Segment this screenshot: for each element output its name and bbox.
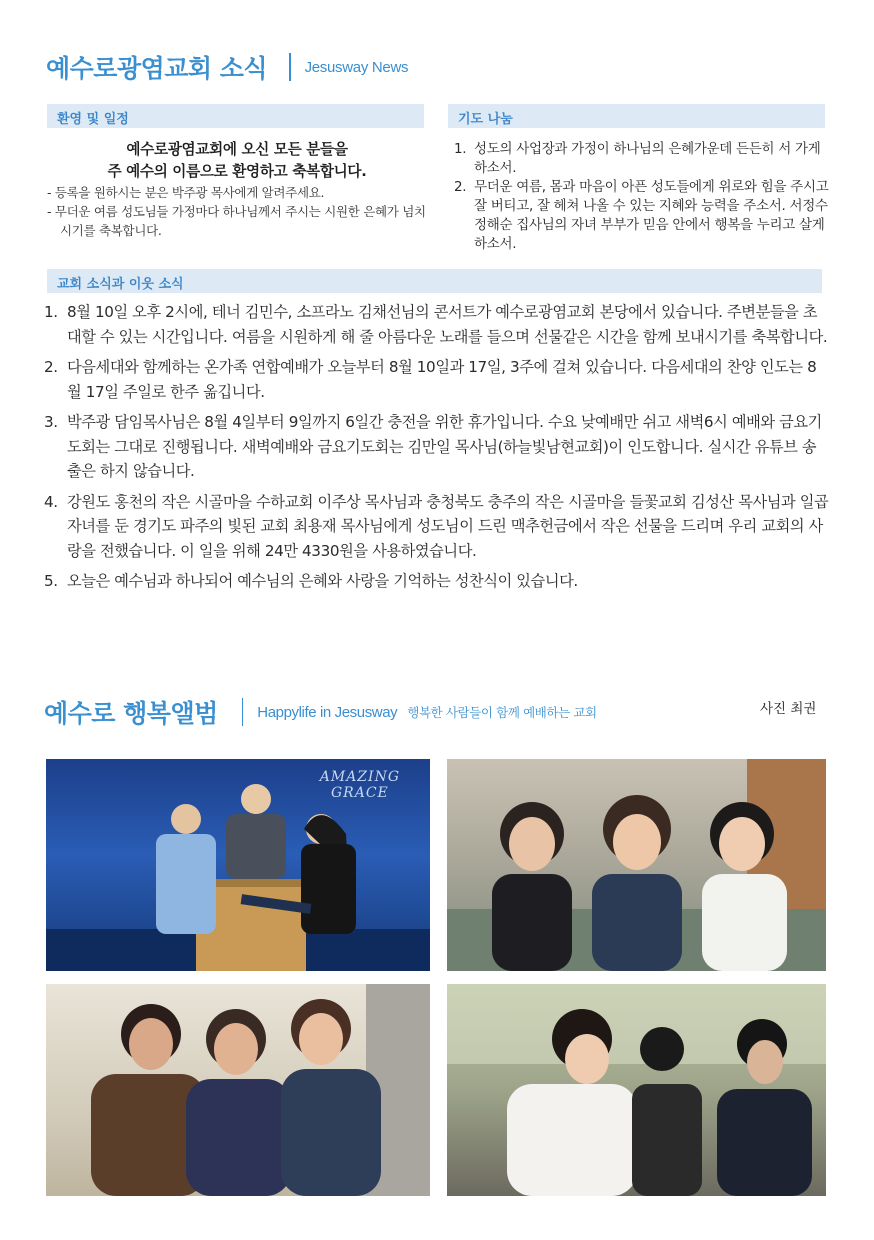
- item-text: 8월 10일 오후 2시에, 테너 김민수, 소프라노 김채선님의 콘서트가 예수로광염교회 본당에서 있습니다. 주변분들을 초대할 수 있는 시간입니다. 여름을 시원하게 해 줄 아름다운 노래를 들으며 선물같은 시간을 함께 보내시기를 축복합니다.: [67, 303, 828, 346]
- prayer-heading: 기도 나눔: [448, 104, 825, 128]
- item-number: 4.: [44, 492, 58, 511]
- welcome-headline-1: 예수로광염교회에 오신 모든 분들을: [126, 141, 348, 158]
- item-text: 성도의 사업장과 가정이 하나님의 은혜가운데 든든히 서 가게 하소서.: [474, 141, 821, 176]
- item-text: 다음세대와 함께하는 온가족 연합예배가 오늘부터 8월 10일과 17일, 3주에 걸쳐 있습니다. 다음세대의 찬양 인도는 8월 17일 주일로 한주 옮깁니다.: [67, 358, 817, 401]
- album-photo-concert-award: [46, 759, 430, 971]
- title-divider: [289, 53, 291, 81]
- album-section-title: [44, 690, 597, 734]
- list-item: [454, 140, 829, 178]
- list-item: [44, 300, 829, 349]
- backdrop-text-1: AMAZING: [319, 769, 400, 785]
- welcome-note: - 무더운 여름 성도님들 가정마다 하나님께서 주시는 시원한 은혜가 넘치시기를 축복합니다.: [47, 204, 426, 238]
- page-subtitle: Jesusway News: [304, 58, 409, 76]
- item-number: 3.: [44, 413, 58, 431]
- item-number: 1.: [454, 141, 467, 157]
- prayer-list: [454, 140, 829, 254]
- list-item: [44, 410, 829, 484]
- list-item: [44, 490, 829, 564]
- album-title: 예수로 행복앨범: [44, 699, 218, 728]
- welcome-block: [47, 139, 427, 240]
- welcome-headline-2: 주 예수의 이름으로 환영하고 축복합니다.: [107, 163, 367, 180]
- item-text: 오늘은 예수님과 하나되어 예수님의 은혜와 사랑을 기억하는 성찬식이 있습니다.: [67, 572, 578, 590]
- title-divider: [242, 698, 244, 726]
- backdrop-text-2: GRACE: [330, 785, 389, 801]
- list-item: [454, 178, 829, 254]
- photo-illustration: [447, 984, 826, 1196]
- list-item: [44, 355, 829, 404]
- church-news-list: [44, 300, 829, 600]
- list-item: [44, 569, 829, 594]
- page-title: 예수로광염교회 소식: [46, 54, 268, 83]
- item-text: 강원도 홍천의 작은 시골마을 수하교회 이주상 목사님과 충청북도 충주의 작은 시골마을 들꽃교회 김성산 목사님과 일곱 자녀를 둔 경기도 파주의 빛된 교회 최용재 목사님에게 성도님이 드린 맥추헌금에서 작은 선물을 드리며 우리 교회의 사랑을 전했습니다. 이 일을 위해 24만 4330원을 사용하였습니다.: [67, 492, 829, 560]
- item-text: 박주광 담임목사님은 8월 4일부터 9일까지 6일간 충전을 위한 휴가입니다. 수요 낮예배만 쉬고 새벽6시 예배와 금요기도회는 그대로 진행됩니다. 새벽예배와 금요기도회는 김만일 목사님(하늘빛남현교회)이 인도합니다. 실시간 유튜브 송출은 하지 않습니다.: [67, 413, 822, 480]
- welcome-heading: 환영 및 일정: [47, 104, 424, 128]
- photo-illustration: [46, 984, 430, 1196]
- backdrop-lettering: [320, 769, 400, 801]
- item-number: 2.: [454, 179, 467, 195]
- album-photo-three-senior-women: [46, 984, 430, 1196]
- item-number: 2.: [44, 358, 58, 376]
- news-section-title: [46, 48, 408, 86]
- album-photo-congregation-reading: [447, 984, 826, 1196]
- item-text: 무더운 여름, 몸과 마음이 아픈 성도들에게 위로와 힘을 주시고 잘 버티고, 잘 헤쳐 나올 수 있는 지혜와 능력을 주소서. 서정수 정해순 집사님의 자녀 부부가 믿음 안에서 행복을 누리고 살게 하소서.: [474, 179, 829, 252]
- photo-credit: 사진 최권: [760, 701, 817, 717]
- photo-illustration: [447, 759, 826, 971]
- welcome-note: - 등록을 원하시는 분은 박주광 목사에게 알려주세요.: [47, 185, 325, 200]
- album-subtitle: Happylife in Jesusway: [257, 703, 398, 721]
- item-number: 1.: [44, 303, 58, 321]
- album-tagline: 행복한 사람들이 함께 예배하는 교회: [407, 705, 597, 720]
- church-news-heading: 교회 소식과 이웃 소식: [47, 269, 822, 293]
- item-number: 5.: [44, 572, 58, 590]
- album-photo-three-women-seated: [447, 759, 826, 971]
